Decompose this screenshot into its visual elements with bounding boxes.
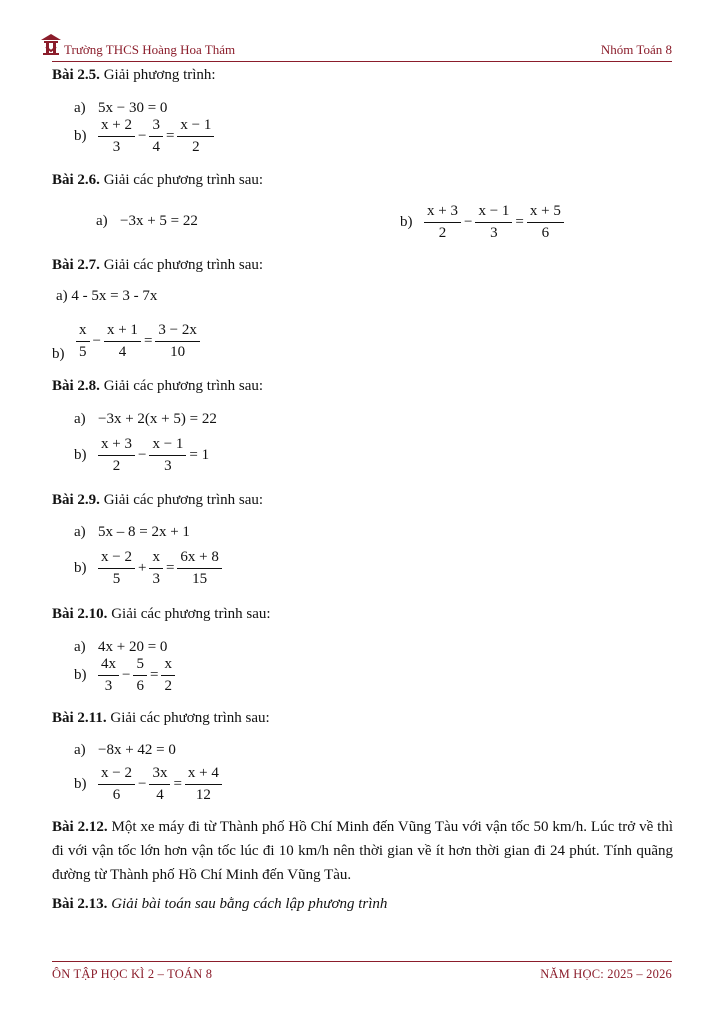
fraction: $\frac{x + 2}{3}$ [98, 117, 135, 156]
equation: 4x + 20 = 0 [98, 639, 168, 655]
exercise-title: Bài 2.10. [52, 606, 108, 622]
exercise-2-10-a [74, 639, 167, 656]
exercise-2-8-heading [52, 378, 263, 395]
item-label: a) [74, 100, 86, 116]
school-logo-icon [40, 33, 62, 57]
fraction: $\frac{x - 2}{6}$ [98, 765, 135, 804]
item-label: a) [74, 639, 86, 655]
exercise-instruction: Giải các phương trình sau: [103, 257, 264, 273]
fraction: $\frac{x + 5}{6}$ [527, 203, 564, 242]
exercise-instruction: Giải các phương trình sau: [111, 606, 271, 622]
exercise-title: Bài 2.5. [52, 67, 100, 83]
fraction: $\frac{x + 3}{2}$ [98, 436, 135, 475]
item-label: b) [74, 776, 87, 792]
exercise-2-6-heading [52, 172, 263, 189]
fraction: $\frac{6x + 8}{15}$ [177, 549, 221, 588]
exercise-instruction: Giải các phương trình sau: [103, 172, 264, 188]
fraction: $\frac{4x}{3}$ [98, 656, 119, 695]
item-label: b) [74, 447, 87, 463]
exercise-2-11-b: b) $\frac{x - 2}{6}$ − $\frac{3x}{4}$ = $\frac{x + 4}{12}$ [74, 765, 222, 804]
exercise-2-12 [52, 815, 673, 887]
equation: −3x + 2(x + 5) = 22 [98, 411, 217, 427]
exercise-instruction: Giải phương trình: [103, 67, 216, 83]
equation: −8x + 42 = 0 [98, 742, 176, 758]
fraction: $\frac{x + 1}{4}$ [104, 322, 141, 361]
exercise-2-8-a [74, 411, 217, 428]
exercise-title: Bài 2.11. [52, 710, 107, 726]
exercise-2-7-a: a) 4 - 5x = 3 - 7x [56, 288, 158, 304]
exercise-2-10-b: b) $\frac{4x}{3}$ − $\frac{5}{6}$ = $\frac{x}{2}$ [74, 656, 175, 695]
fraction: $\frac{x + 3}{2}$ [424, 203, 461, 242]
exercise-2-7-b: b) $\frac{x}{5}$ − $\frac{x + 1}{4}$ = $\frac{3 - 2x}{10}$ [52, 320, 200, 363]
exercise-title: Bài 2.8. [52, 378, 100, 394]
exercise-2-9-b: b) $\frac{x - 2}{5}$ + $\frac{x}{3}$ = $\frac{6x + 8}{15}$ [74, 549, 222, 588]
fraction: $\frac{3x}{4}$ [149, 765, 170, 804]
item-label: b) [400, 214, 413, 230]
exercise-2-7-heading [52, 257, 263, 274]
fraction: $\frac{x - 1}{3}$ [475, 203, 512, 242]
exercise-2-8-b: b) $\frac{x + 3}{2}$ − $\frac{x - 1}{3}$ = 1 [74, 436, 210, 474]
exercise-2-11-a [74, 742, 176, 759]
exercise-2-5-b: b) $\frac{x + 2}{3}$ − $\frac{3}{4}$ = $\frac{x - 1}{2}$ [74, 117, 214, 156]
exercise-title: Bài 2.7. [52, 257, 100, 273]
item-label: b) [74, 560, 87, 576]
fraction: $\frac{5}{6}$ [133, 656, 147, 695]
item-label: a) [96, 213, 108, 229]
footer-left: ÔN TẬP HỌC KÌ 2 – TOÁN 8 [52, 967, 213, 981]
exercise-2-11-heading [52, 710, 270, 727]
exercise-title: Bài 2.9. [52, 492, 100, 508]
exercise-instruction: Giải các phương trình sau: [110, 710, 270, 726]
exercise-2-9-heading [52, 492, 263, 509]
item-label: b) [74, 128, 87, 144]
fraction: $\frac{x + 4}{12}$ [185, 765, 222, 804]
fraction: $\frac{3}{4}$ [149, 117, 163, 156]
fraction: $\frac{x}{2}$ [161, 656, 175, 695]
fraction: $\frac{x - 2}{5}$ [98, 549, 135, 588]
fraction: $\frac{x}{3}$ [149, 549, 163, 588]
fraction: $\frac{x}{5}$ [76, 322, 90, 361]
exercise-text: Giải bài toán sau bằng cách lập phương trình [111, 896, 388, 912]
equation: 5x − 30 = 0 [98, 100, 168, 116]
exercise-2-5-a [74, 100, 167, 117]
item-label: a) [74, 411, 86, 427]
exercise-instruction: Giải các phương trình sau: [103, 492, 264, 508]
item-label: b) [74, 667, 87, 683]
exercise-2-9-a [74, 524, 190, 541]
item-label: a) [74, 742, 86, 758]
footer-rule [52, 961, 672, 962]
footer-right: NĂM HỌC: 2025 – 2026 [540, 967, 672, 981]
header-rule [52, 61, 672, 62]
exercise-2-5-heading [52, 67, 216, 84]
exercise-instruction: Giải các phương trình sau: [103, 378, 264, 394]
fraction: $\frac{x - 1}{2}$ [177, 117, 214, 156]
exercise-2-6-b: b) $\frac{x + 3}{2}$ − $\frac{x - 1}{3}$ = $\frac{x + 5}{6}$ [400, 203, 564, 242]
equation: −3x + 5 = 22 [120, 213, 198, 229]
exercise-2-10-heading [52, 606, 271, 623]
exercise-title: Bài 2.6. [52, 172, 100, 188]
exercise-title: Bài 2.13. [52, 896, 108, 912]
fraction: $\frac{x - 1}{3}$ [149, 436, 186, 475]
exercise-text: Một xe máy đi từ Thành phố Hồ Chí Minh đến Vũng Tàu với vận tốc 50 km/h. Lúc trở về thì đi với vận tốc lớn hơn vận tốc lúc đi 10 km/h nên thời gian về ít hơn thời gian đi 24 phút. Tính quãng đường từ Thành phố Hồ Chí Minh đến Vũng Tàu. [52, 819, 674, 883]
exercise-2-6-a [96, 213, 198, 230]
fraction: $\frac{3 - 2x}{10}$ [155, 322, 199, 361]
header-school: Trường THCS Hoàng Hoa Thám [64, 42, 236, 57]
item-label: a) [74, 524, 86, 540]
header-group: Nhóm Toán 8 [600, 42, 672, 57]
exercise-2-13 [52, 896, 387, 913]
equation: 5x – 8 = 2x + 1 [98, 524, 190, 540]
exercise-title: Bài 2.12. [52, 819, 108, 835]
item-label: b) [52, 346, 65, 362]
